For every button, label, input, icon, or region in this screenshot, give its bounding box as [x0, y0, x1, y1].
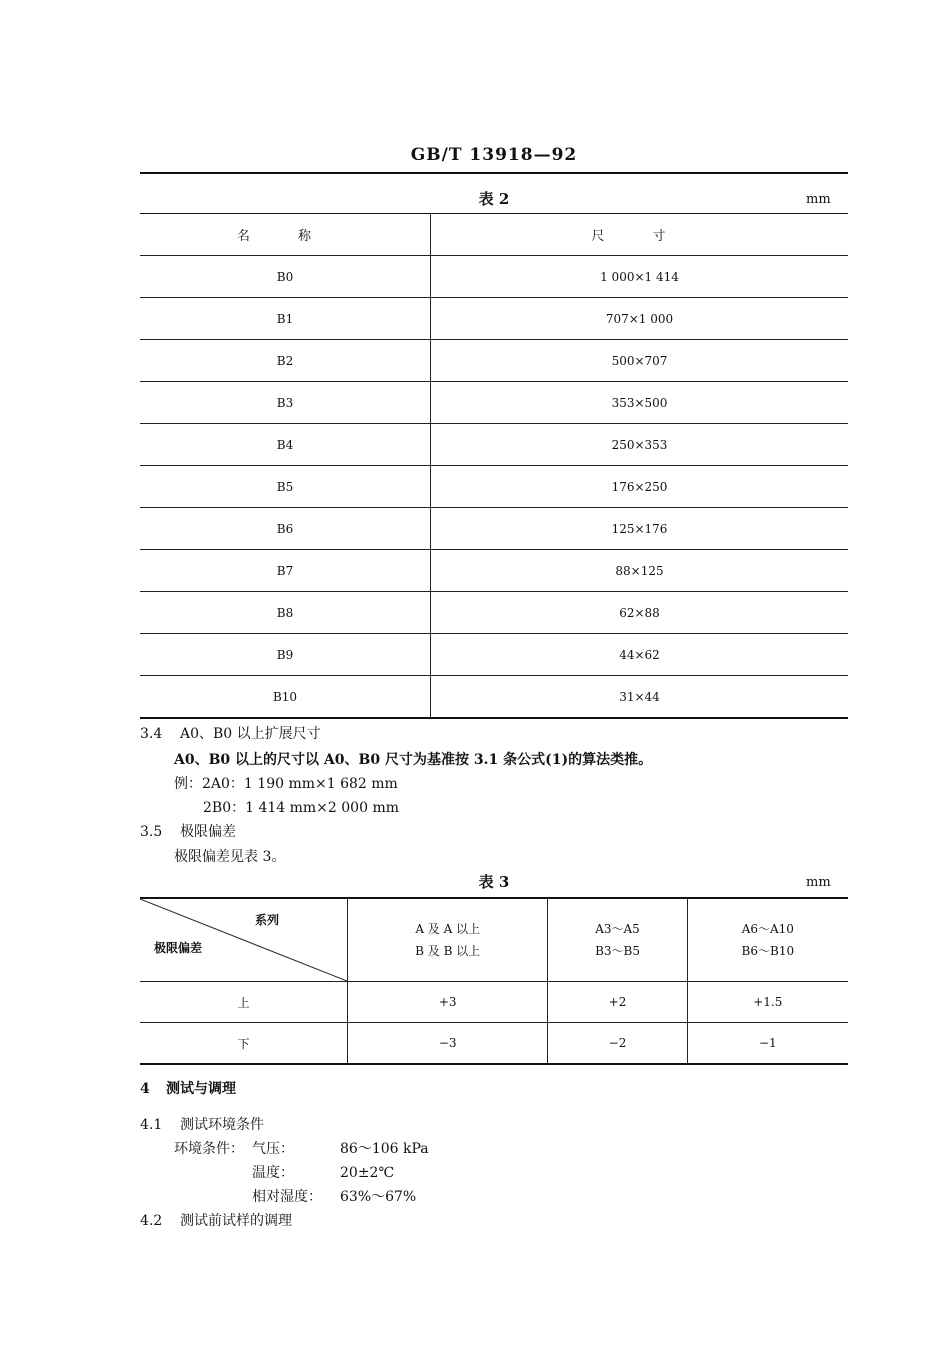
- section-title: 测试与调理: [166, 1081, 236, 1097]
- table-row: [140, 550, 848, 592]
- table2: [140, 213, 848, 719]
- section-3-4-body: A0、B0 以上的尺寸以 A0、B0 尺寸为基准按 3.1 条公式(1)的算法类推。: [174, 752, 653, 768]
- cell-value: −1: [687, 1023, 848, 1065]
- table3-col-header: [348, 898, 548, 982]
- table3-corner-cell: [140, 898, 348, 982]
- section-number: 4: [140, 1081, 150, 1097]
- table-row: [140, 466, 848, 508]
- table2-cell-name: B0: [140, 256, 431, 298]
- table2-cell-size: 176×250: [431, 466, 849, 508]
- section-title: A0、B0 以上扩展尺寸: [180, 726, 321, 742]
- table2-cell-name: B9: [140, 634, 431, 676]
- env-item-value: 20±2℃: [340, 1165, 395, 1181]
- table2-cell-size: 250×353: [431, 424, 849, 466]
- table-row: [140, 982, 848, 1023]
- table2-cell-name: B2: [140, 340, 431, 382]
- table2-cell-size: 1 000×1 414: [431, 256, 849, 298]
- section-4-1-heading: [140, 1113, 264, 1137]
- table-row: [140, 634, 848, 676]
- table2-cell-name: B7: [140, 550, 431, 592]
- table2-cell-name: B4: [140, 424, 431, 466]
- standard-header: GB/T 13918—92: [410, 145, 578, 165]
- table2-cell-name: B3: [140, 382, 431, 424]
- col-line2: B3～B5: [595, 944, 640, 958]
- table3-title: [140, 871, 848, 892]
- section-3-5-heading: [140, 820, 236, 844]
- table2-unit: mm: [806, 192, 831, 207]
- table2-title-text: 表 2: [478, 190, 510, 208]
- section-number: 3.5: [140, 824, 163, 840]
- section-number: 4.1: [140, 1117, 163, 1133]
- table2-cell-size: 88×125: [431, 550, 849, 592]
- section-4-heading: [140, 1077, 236, 1101]
- col-line2: B6～B10: [741, 944, 795, 958]
- col-line1: A3～A5: [595, 922, 640, 936]
- section-3-4-heading: [140, 722, 321, 746]
- env-item-label: 相对湿度：: [252, 1189, 322, 1205]
- table-row: [140, 256, 848, 298]
- section-title: 测试前试样的调理: [180, 1213, 292, 1229]
- row-label: 下: [140, 1023, 348, 1065]
- section-number: 3.4: [140, 726, 163, 742]
- section-3-4-example-1: 例：2A0：1 190 mm×1 682 mm: [174, 776, 398, 792]
- cell-value: +2: [548, 982, 687, 1023]
- env-item-value: 63%～67%: [340, 1189, 417, 1205]
- table3: [140, 897, 848, 1065]
- header-rule: [140, 172, 848, 174]
- table3-corner-top: 系列: [254, 913, 279, 927]
- table-row: [140, 508, 848, 550]
- col-line2: B 及 B 以上: [415, 944, 481, 958]
- table2-title: [140, 188, 848, 209]
- table2-cell-size: 707×1 000: [431, 298, 849, 340]
- table-row: [140, 382, 848, 424]
- cell-value: −3: [348, 1023, 548, 1065]
- section-number: 4.2: [140, 1213, 163, 1229]
- table2-col-size: 尺 寸: [431, 214, 849, 256]
- table3-header-row: [140, 898, 848, 982]
- section-4-2-heading: [140, 1209, 292, 1233]
- table2-cell-name: B5: [140, 466, 431, 508]
- table-row: [140, 424, 848, 466]
- table3-corner-bottom: 极限偏差: [154, 941, 203, 955]
- section-3-5-body: 极限偏差见表 3。: [174, 849, 286, 865]
- table2-cell-size: 353×500: [431, 382, 849, 424]
- table2-cell-size: 500×707: [431, 340, 849, 382]
- cell-value: +1.5: [687, 982, 848, 1023]
- table3-unit: mm: [806, 875, 831, 890]
- table-row: [140, 298, 848, 340]
- table-row: [140, 1023, 848, 1065]
- table2-cell-name: B8: [140, 592, 431, 634]
- table-row: [140, 592, 848, 634]
- col-line1: A 及 A 以上: [415, 922, 481, 936]
- row-label: 上: [140, 982, 348, 1023]
- env-item-value: 86～106 kPa: [340, 1141, 429, 1157]
- table2-cell-size: 62×88: [431, 592, 849, 634]
- env-label: 环境条件：: [174, 1141, 244, 1157]
- section-title: 测试环境条件: [180, 1117, 264, 1133]
- cell-value: +3: [348, 982, 548, 1023]
- cell-value: −2: [548, 1023, 687, 1065]
- env-item-label: 气压：: [252, 1141, 294, 1157]
- table2-cell-name: B1: [140, 298, 431, 340]
- table3-col-header: [687, 898, 848, 982]
- table3-title-text: 表 3: [478, 873, 510, 891]
- table-row: [140, 340, 848, 382]
- table3-col-header: [548, 898, 687, 982]
- col-line1: A6～A10: [741, 922, 794, 936]
- table2-header-row: [140, 214, 848, 256]
- table2-cell-size: 125×176: [431, 508, 849, 550]
- table2-col-name: 名 称: [140, 214, 431, 256]
- section-3-4-example-2: 2B0：1 414 mm×2 000 mm: [203, 800, 399, 816]
- table2-cell-name: B10: [140, 676, 431, 719]
- table-row: [140, 676, 848, 719]
- env-item-label: 温度：: [252, 1165, 294, 1181]
- section-title: 极限偏差: [180, 824, 236, 840]
- table2-cell-size: 31×44: [431, 676, 849, 719]
- table2-cell-size: 44×62: [431, 634, 849, 676]
- table2-cell-name: B6: [140, 508, 431, 550]
